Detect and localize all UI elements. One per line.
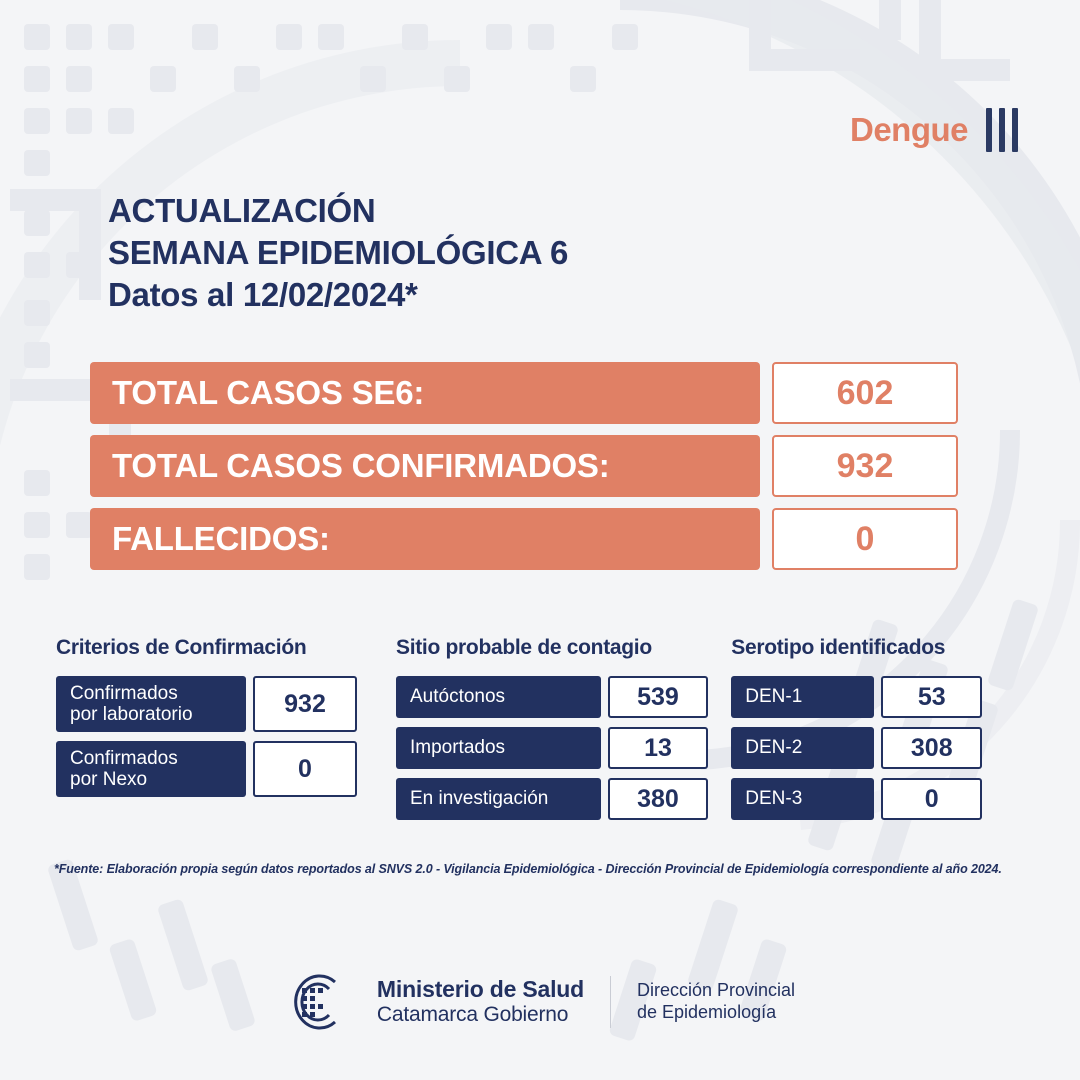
- detail-columns: [56, 636, 1024, 829]
- item-label-line-2: por laboratorio: [70, 704, 193, 725]
- item-label: [56, 676, 246, 732]
- page-title: [108, 190, 568, 317]
- total-value: 0: [772, 508, 958, 570]
- item-label: Autóctonos: [396, 676, 601, 718]
- column-serotipo-identificados: [731, 636, 1024, 829]
- ministry-line-1: Ministerio de Salud: [376, 976, 584, 1003]
- list-item: [731, 727, 1024, 769]
- item-value: 932: [253, 676, 357, 732]
- total-value: 932: [772, 435, 958, 497]
- item-label: Importados: [396, 727, 601, 769]
- list-item: [731, 676, 1024, 718]
- list-item: [56, 676, 396, 732]
- total-value: 602: [772, 362, 958, 424]
- total-label: TOTAL CASOS CONFIRMADOS:: [90, 435, 760, 497]
- title-line-1: ACTUALIZACIÓN: [108, 192, 376, 229]
- total-row: [90, 362, 958, 424]
- title-line-2: SEMANA EPIDEMIOLÓGICA 6: [108, 234, 569, 272]
- item-label-line-1: Confirmados: [70, 682, 178, 704]
- column-criterios-confirmacion: [56, 636, 396, 829]
- list-item: [396, 778, 731, 820]
- total-row: [90, 508, 958, 570]
- column-sitio-probable-contagio: [396, 636, 731, 829]
- ministry-text: [377, 976, 584, 1028]
- item-value: 13: [608, 727, 708, 769]
- footer-divider: [610, 976, 611, 1028]
- three-vertical-bars-icon: [986, 108, 1018, 152]
- item-value: 53: [881, 676, 982, 718]
- total-label: FALLECIDOS:: [90, 508, 760, 570]
- list-item: [396, 727, 731, 769]
- footer: [0, 966, 1080, 1038]
- total-row: [90, 435, 958, 497]
- item-value: 0: [881, 778, 982, 820]
- list-item: [396, 676, 731, 718]
- total-label: TOTAL CASOS SE6:: [90, 362, 760, 424]
- item-label: DEN-1: [731, 676, 874, 718]
- item-label: En investigación: [396, 778, 601, 820]
- item-value: 380: [608, 778, 708, 820]
- brand-header: [850, 108, 1018, 152]
- direction-line-1: Dirección Provincial: [637, 980, 796, 1001]
- totals-section: [90, 362, 958, 581]
- item-label: [56, 741, 246, 797]
- item-label: DEN-2: [731, 727, 874, 769]
- item-label: DEN-3: [731, 778, 874, 820]
- catamarca-c-logo-icon: [285, 966, 351, 1038]
- item-label-line-1: Confirmados: [70, 747, 178, 769]
- brand-title: Dengue: [849, 111, 968, 148]
- direction-text: [637, 980, 795, 1024]
- column-heading: Criterios de Confirmación: [56, 636, 307, 659]
- direction-line-2: de Epidemiología: [637, 1002, 777, 1022]
- source-note: *Fuente: Elaboración propia según datos reportados al SNVS 2.0 - Vigilancia Epidemiológica - Dirección Provincial de Epidemiología correspondiente al año 2024.: [54, 862, 1002, 876]
- item-value: 539: [608, 676, 708, 718]
- item-value: 308: [881, 727, 982, 769]
- item-value: 0: [253, 741, 357, 797]
- list-item: [56, 741, 396, 797]
- ministry-line-2: Catamarca Gobierno: [376, 1003, 569, 1027]
- column-heading: Serotipo identificados: [731, 636, 946, 659]
- column-heading: Sitio probable de contagio: [395, 636, 652, 659]
- list-item: [731, 778, 1024, 820]
- title-line-3: Datos al 12/02/2024*: [108, 276, 418, 314]
- item-label-line-2: por Nexo: [70, 769, 148, 790]
